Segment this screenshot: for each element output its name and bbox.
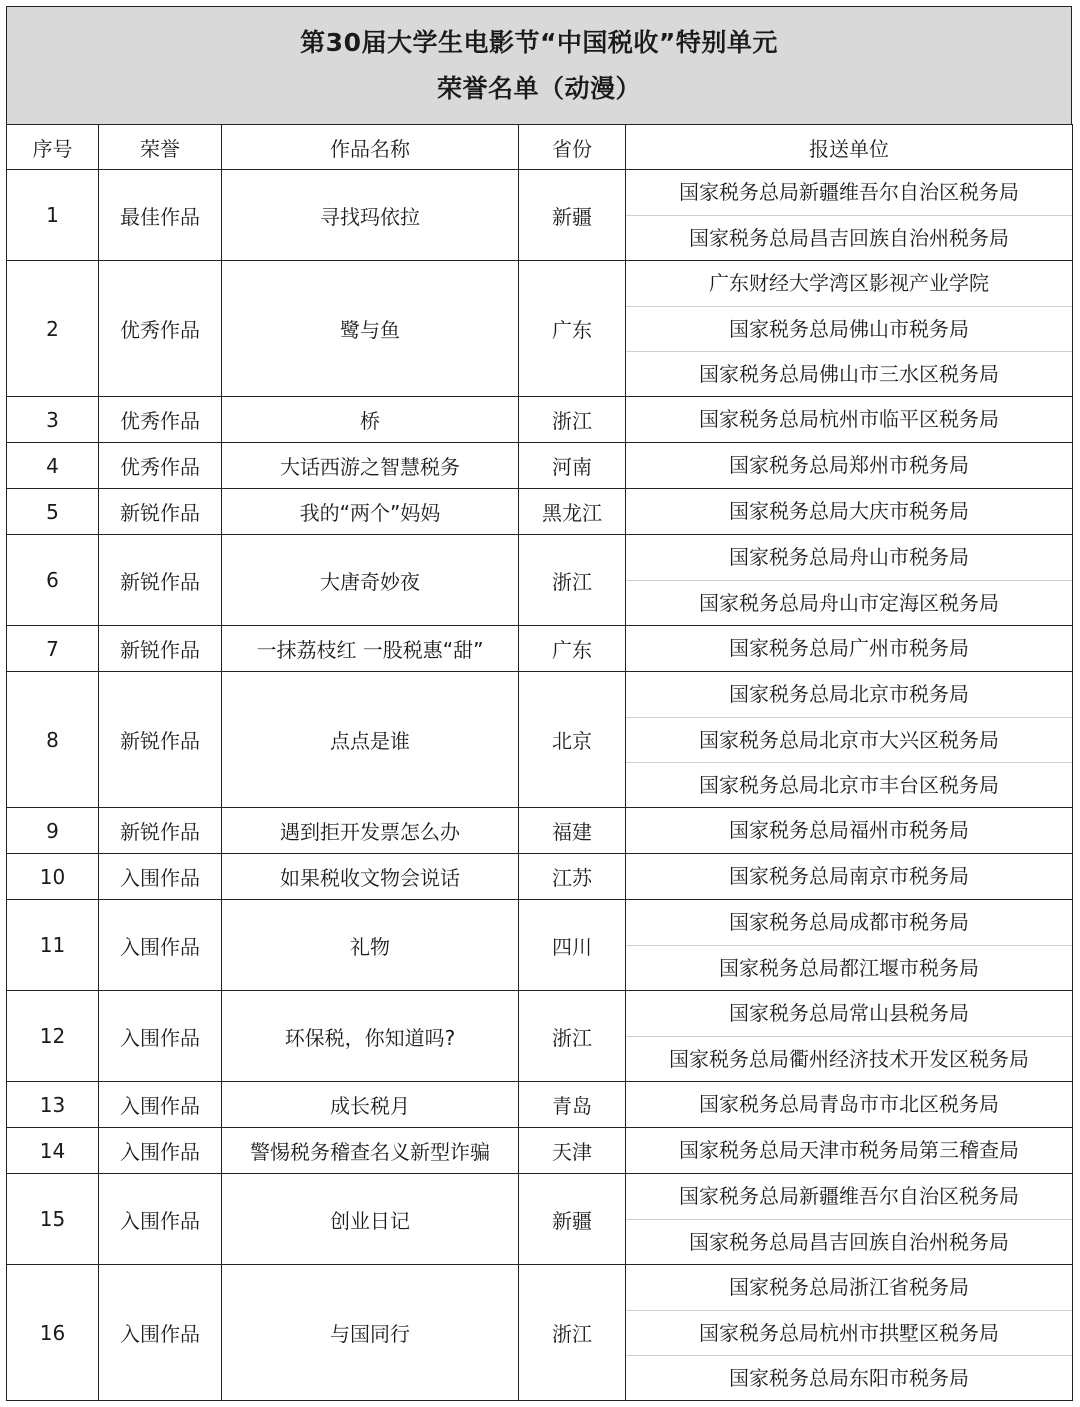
cell-no: 4: [7, 443, 99, 489]
table-row: [7, 626, 1073, 672]
cell-units: [626, 1082, 1073, 1128]
unit-item: 国家税务总局昌吉回族自治州税务局: [626, 215, 1072, 260]
cell-honor: 新锐作品: [99, 672, 222, 808]
header-unit: 报送单位: [626, 125, 1073, 170]
table-row: [7, 900, 1073, 991]
cell-no: 1: [7, 170, 99, 261]
cell-no: 8: [7, 672, 99, 808]
unit-item: 国家税务总局舟山市税务局: [729, 545, 969, 569]
table-row: [7, 261, 1073, 397]
unit-item: 广东财经大学湾区影视产业学院: [709, 271, 989, 295]
cell-units: [626, 170, 1073, 261]
unit-item: 国家税务总局杭州市临平区税务局: [699, 407, 999, 431]
table-row: [7, 397, 1073, 443]
unit-item: 国家税务总局东阳市税务局: [626, 1355, 1072, 1400]
table-row: [7, 1128, 1073, 1174]
cell-honor: 优秀作品: [99, 261, 222, 397]
cell-units: [626, 854, 1073, 900]
cell-work: 一抹荔枝红 一股税惠“甜”: [222, 626, 519, 672]
unit-list: [626, 170, 1072, 260]
cell-units: [626, 443, 1073, 489]
cell-no: 3: [7, 397, 99, 443]
cell-work: 如果税收文物会说话: [222, 854, 519, 900]
unit-item: 国家税务总局福州市税务局: [729, 818, 969, 842]
cell-no: 12: [7, 991, 99, 1082]
unit-list: [626, 991, 1072, 1081]
table-row: [7, 1174, 1073, 1265]
cell-honor: 入围作品: [99, 1265, 222, 1401]
title-sub: 荣誉名单（动漫）: [436, 73, 641, 103]
cell-province: 江苏: [519, 854, 626, 900]
unit-item: 国家税务总局新疆维吾尔自治区税务局: [679, 1184, 1019, 1208]
table-row: [7, 991, 1073, 1082]
honor-table: [6, 124, 1073, 1401]
cell-province: 浙江: [519, 991, 626, 1082]
cell-province: 天津: [519, 1128, 626, 1174]
cell-units: [626, 626, 1073, 672]
cell-province: 浙江: [519, 1265, 626, 1401]
cell-work: 鹭与鱼: [222, 261, 519, 397]
cell-work: 环保税，你知道吗?: [222, 991, 519, 1082]
cell-units: [626, 489, 1073, 535]
cell-units: [626, 672, 1073, 808]
cell-honor: 优秀作品: [99, 397, 222, 443]
unit-list: [626, 900, 1072, 990]
table-body: [7, 170, 1073, 1401]
honor-list-sheet: [6, 6, 1072, 1401]
cell-honor: 新锐作品: [99, 626, 222, 672]
cell-honor: 优秀作品: [99, 443, 222, 489]
cell-units: [626, 900, 1073, 991]
header-work: 作品名称: [222, 125, 519, 170]
table-row: [7, 535, 1073, 626]
cell-honor: 入围作品: [99, 1128, 222, 1174]
cell-work: 警惕税务稽查名义新型诈骗: [222, 1128, 519, 1174]
cell-honor: 入围作品: [99, 1174, 222, 1265]
cell-no: 6: [7, 535, 99, 626]
cell-units: [626, 1174, 1073, 1265]
cell-no: 5: [7, 489, 99, 535]
unit-list: [626, 489, 1072, 534]
cell-province: 黑龙江: [519, 489, 626, 535]
table-row: [7, 1082, 1073, 1128]
header-province: 省份: [519, 125, 626, 170]
cell-units: [626, 535, 1073, 626]
unit-item: 国家税务总局舟山市定海区税务局: [626, 580, 1072, 625]
cell-work: 遇到拒开发票怎么办: [222, 808, 519, 854]
table-row: [7, 170, 1073, 261]
unit-list: [626, 672, 1072, 807]
unit-item: 国家税务总局成都市税务局: [729, 910, 969, 934]
unit-list: [626, 1265, 1072, 1400]
unit-item: 国家税务总局杭州市拱墅区税务局: [626, 1310, 1072, 1355]
header-honor: 荣誉: [99, 125, 222, 170]
table-row: [7, 854, 1073, 900]
cell-no: 11: [7, 900, 99, 991]
cell-honor: 入围作品: [99, 991, 222, 1082]
cell-province: 青岛: [519, 1082, 626, 1128]
cell-no: 13: [7, 1082, 99, 1128]
cell-no: 14: [7, 1128, 99, 1174]
cell-honor: 入围作品: [99, 1082, 222, 1128]
cell-province: 新疆: [519, 170, 626, 261]
unit-item: 国家税务总局天津市税务局第三稽查局: [679, 1138, 1019, 1162]
cell-work: 我的“两个”妈妈: [222, 489, 519, 535]
cell-work: 成长税月: [222, 1082, 519, 1128]
cell-work: 寻找玛依拉: [222, 170, 519, 261]
cell-no: 15: [7, 1174, 99, 1265]
cell-province: 新疆: [519, 1174, 626, 1265]
table-row: [7, 808, 1073, 854]
cell-province: 广东: [519, 261, 626, 397]
cell-province: 福建: [519, 808, 626, 854]
cell-honor: 最佳作品: [99, 170, 222, 261]
unit-item: 国家税务总局佛山市税务局: [626, 306, 1072, 351]
cell-no: 10: [7, 854, 99, 900]
cell-honor: 新锐作品: [99, 489, 222, 535]
cell-units: [626, 1265, 1073, 1401]
cell-work: 桥: [222, 397, 519, 443]
cell-honor: 入围作品: [99, 854, 222, 900]
table-row: [7, 489, 1073, 535]
cell-units: [626, 991, 1073, 1082]
cell-units: [626, 397, 1073, 443]
cell-no: 9: [7, 808, 99, 854]
cell-work: 大话西游之智慧税务: [222, 443, 519, 489]
table-row: [7, 443, 1073, 489]
unit-list: [626, 1082, 1072, 1127]
cell-province: 四川: [519, 900, 626, 991]
unit-list: [626, 1128, 1072, 1173]
cell-units: [626, 1128, 1073, 1174]
cell-work: 大唐奇妙夜: [222, 535, 519, 626]
unit-list: [626, 854, 1072, 899]
unit-item: 国家税务总局北京市丰台区税务局: [626, 762, 1072, 807]
unit-list: [626, 397, 1072, 442]
cell-province: 浙江: [519, 535, 626, 626]
unit-item: 国家税务总局南京市税务局: [729, 864, 969, 888]
unit-item: 国家税务总局都江堰市税务局: [626, 945, 1072, 990]
cell-province: 北京: [519, 672, 626, 808]
unit-item: 国家税务总局新疆维吾尔自治区税务局: [679, 180, 1019, 204]
cell-work: 点点是谁: [222, 672, 519, 808]
cell-honor: 新锐作品: [99, 535, 222, 626]
cell-province: 河南: [519, 443, 626, 489]
table-row: [7, 672, 1073, 808]
cell-no: 16: [7, 1265, 99, 1401]
unit-item: 国家税务总局大庆市税务局: [729, 499, 969, 523]
cell-honor: 入围作品: [99, 900, 222, 991]
cell-no: 7: [7, 626, 99, 672]
unit-list: [626, 1174, 1072, 1264]
unit-item: 国家税务总局郑州市税务局: [729, 453, 969, 477]
unit-item: 国家税务总局北京市大兴区税务局: [626, 717, 1072, 762]
cell-work: 创业日记: [222, 1174, 519, 1265]
unit-list: [626, 261, 1072, 396]
unit-item: 国家税务总局常山县税务局: [729, 1001, 969, 1025]
cell-work: 礼物: [222, 900, 519, 991]
header-no: 序号: [7, 125, 99, 170]
cell-no: 2: [7, 261, 99, 397]
unit-item: 国家税务总局佛山市三水区税务局: [626, 351, 1072, 396]
unit-list: [626, 626, 1072, 671]
cell-work: 与国同行: [222, 1265, 519, 1401]
unit-item: 国家税务总局衢州经济技术开发区税务局: [626, 1036, 1072, 1081]
unit-item: 国家税务总局浙江省税务局: [729, 1275, 969, 1299]
unit-list: [626, 535, 1072, 625]
title-block: [6, 6, 1072, 124]
unit-item: 国家税务总局北京市税务局: [729, 682, 969, 706]
cell-province: 广东: [519, 626, 626, 672]
cell-units: [626, 261, 1073, 397]
table-row: [7, 1265, 1073, 1401]
unit-item: 国家税务总局广州市税务局: [729, 636, 969, 660]
header-row: [7, 125, 1073, 170]
cell-honor: 新锐作品: [99, 808, 222, 854]
unit-list: [626, 443, 1072, 488]
title-main: 第30届大学生电影节“中国税收”特别单元: [300, 27, 778, 57]
cell-units: [626, 808, 1073, 854]
unit-item: 国家税务总局昌吉回族自治州税务局: [626, 1219, 1072, 1264]
cell-province: 浙江: [519, 397, 626, 443]
unit-item: 国家税务总局青岛市市北区税务局: [699, 1092, 999, 1116]
unit-list: [626, 808, 1072, 853]
